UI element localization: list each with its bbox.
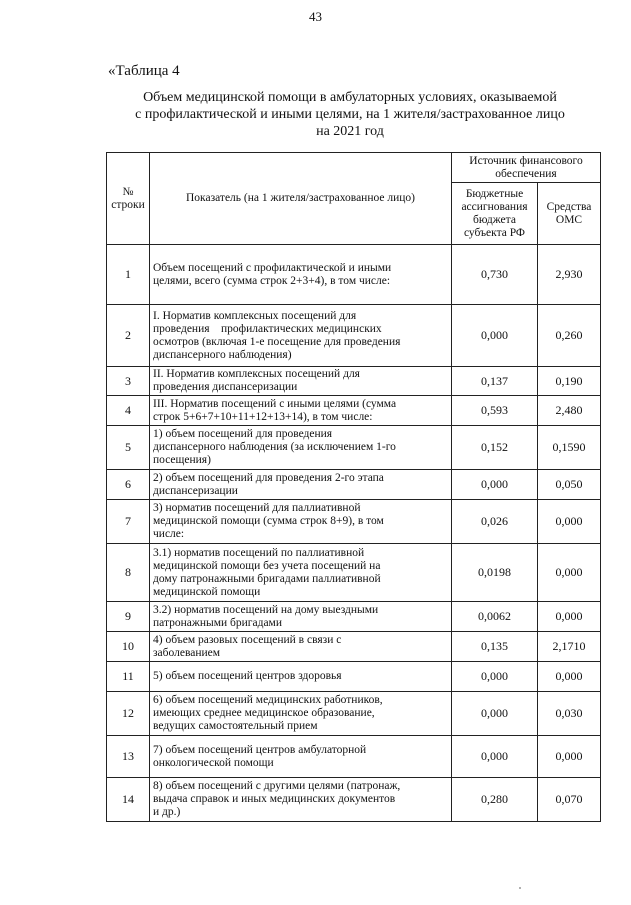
budget-value-cell: 0,0062 [452, 602, 538, 632]
indicator-line: 4) объем разовых посещений в связи с [153, 633, 342, 646]
oms-value-cell: 0,190 [538, 367, 601, 396]
indicator-line: медицинской помощи без учета посещений на [153, 559, 381, 572]
oms-value-cell: 0,000 [538, 662, 601, 692]
budget-value-cell: 0,000 [452, 470, 538, 500]
indicator-line: и др.) [153, 806, 181, 818]
indicator-cell [150, 632, 452, 662]
indicator-cell [150, 778, 452, 822]
header-row [107, 153, 601, 183]
table-title [100, 89, 600, 140]
oms-value-cell: 0,070 [538, 778, 601, 822]
indicator-line: 3) норматив посещений для паллиативной [153, 502, 361, 514]
page-number: 43 [309, 9, 322, 24]
outpatient-volume-table [106, 152, 601, 822]
row-number-cell: 13 [107, 736, 150, 778]
oms-value-cell: 0,260 [538, 305, 601, 367]
title-line: на 2021 год [316, 124, 384, 139]
oms-value-cell: 2,1710 [538, 632, 601, 662]
indicator-line: онкологической помощи [153, 756, 274, 769]
indicator-line: III. Норматив посещений с иными целями (сумма [153, 397, 397, 410]
indicator-cell [150, 500, 452, 544]
row-number-header: № строки [107, 153, 150, 245]
indicator-cell [150, 602, 452, 632]
budget-value-cell: 0,0198 [452, 544, 538, 602]
table-row [107, 470, 601, 500]
indicator-line: медицинской помощи (сумма строк 8+9), в том [153, 515, 384, 527]
indicator-cell [150, 367, 452, 396]
indicator-cell [150, 662, 452, 692]
row-number-cell: 9 [107, 602, 150, 632]
row-number-cell: 12 [107, 692, 150, 736]
table-row [107, 396, 601, 426]
indicator-line: 1) объем посещений для проведения [153, 428, 333, 440]
table-row [107, 632, 601, 662]
indicator-cell [150, 305, 452, 367]
budget-header: Бюджетные ассигнования бюджета субъекта РФ [452, 183, 538, 245]
indicator-line: диспансерного наблюдения) [153, 348, 292, 361]
indicator-cell [150, 245, 452, 305]
table-row [107, 426, 601, 470]
row-number-cell: 14 [107, 778, 150, 822]
table-row [107, 305, 601, 367]
row-number-cell: 11 [107, 662, 150, 692]
table-row [107, 544, 601, 602]
row-number-cell: 8 [107, 544, 150, 602]
indicator-cell [150, 470, 452, 500]
table-row [107, 662, 601, 692]
oms-value-cell: 0,050 [538, 470, 601, 500]
indicator-line: 3.2) норматив посещений на дому выездными [153, 603, 379, 616]
table-row [107, 692, 601, 736]
indicator-line: проведения диспансеризации [153, 381, 298, 393]
indicator-cell [150, 426, 452, 470]
oms-value-cell: 0,1590 [538, 426, 601, 470]
budget-value-cell: 0,137 [452, 367, 538, 396]
row-number-cell: 10 [107, 632, 150, 662]
indicator-line: проведения профилактических медицинских [153, 322, 382, 335]
indicator-cell [150, 736, 452, 778]
title-line: Объем медицинской помощи в амбулаторных условиях, оказываемой [143, 90, 557, 105]
oms-header: Средства ОМС [538, 183, 601, 245]
indicator-line: патронажными бригадами [153, 616, 282, 629]
title-line: с профилактической и иными целями, на 1 жителя/застрахованное лицо [135, 107, 565, 122]
indicator-cell [150, 544, 452, 602]
table-row [107, 778, 601, 822]
row-number-cell: 3 [107, 367, 150, 396]
budget-value-cell: 0,593 [452, 396, 538, 426]
indicator-line: 5) объем посещений центров здоровья [153, 670, 342, 682]
row-number-cell: 6 [107, 470, 150, 500]
row-number-cell: 5 [107, 426, 150, 470]
indicator-header: Показатель (на 1 жителя/застрахованное лицо) [150, 153, 452, 245]
indicator-line: 2) объем посещений для проведения 2-го этапа [153, 471, 384, 484]
table-row [107, 245, 601, 305]
row-number-cell: 4 [107, 396, 150, 426]
indicator-line: 6) объем посещений медицинских работников, [153, 694, 383, 706]
oms-value-cell: 0,030 [538, 692, 601, 736]
indicator-line: диспансеризации [153, 484, 238, 497]
indicator-line: посещения) [153, 454, 211, 466]
indicator-line: выдача справок и иных медицинских документов [153, 793, 396, 805]
indicator-line: II. Норматив комплексных посещений для [153, 368, 360, 380]
indicator-line: Объем посещений с профилактической и иными [153, 261, 392, 274]
row-number-cell: 2 [107, 305, 150, 367]
indicator-line: медицинской помощи [153, 585, 261, 598]
table-label: «Таблица 4 [108, 63, 180, 79]
budget-value-cell: 0,000 [452, 692, 538, 736]
indicator-cell [150, 692, 452, 736]
indicator-line: целями, всего (сумма строк 2+3+4), в том числе: [153, 274, 391, 287]
indicator-line: 3.1) норматив посещений по паллиативной [153, 546, 365, 559]
budget-value-cell: 0,026 [452, 500, 538, 544]
oms-value-cell: 0,000 [538, 602, 601, 632]
table-row [107, 367, 601, 396]
indicator-line: ведущих самостоятельный прием [153, 720, 318, 732]
indicator-line: 7) объем посещений центров амбулаторной [153, 743, 367, 756]
budget-value-cell: 0,000 [452, 736, 538, 778]
funding-source-header: Источник финансового обеспечения [452, 153, 601, 183]
oms-value-cell: 2,930 [538, 245, 601, 305]
indicator-line: I. Норматив комплексных посещений для [153, 309, 357, 322]
indicator-line: диспансерного наблюдения (за исключением 1-го [153, 441, 396, 453]
budget-value-cell: 0,135 [452, 632, 538, 662]
indicator-line: заболеванием [153, 646, 221, 659]
indicator-cell [150, 396, 452, 426]
budget-value-cell: 0,000 [452, 305, 538, 367]
budget-value-cell: 0,280 [452, 778, 538, 822]
indicator-line: числе: [153, 528, 185, 540]
table-row [107, 500, 601, 544]
indicator-line: осмотров (включая 1-е посещение для проведения [153, 335, 401, 348]
oms-value-cell: 2,480 [538, 396, 601, 426]
scan-speck [519, 887, 521, 889]
oms-value-cell: 0,000 [538, 544, 601, 602]
oms-value-cell: 0,000 [538, 736, 601, 778]
indicator-line: строк 5+6+7+10+11+12+13+14), в том числе: [153, 410, 373, 423]
row-number-cell: 1 [107, 245, 150, 305]
indicator-line: имеющих среднее медицинское образование, [153, 707, 375, 719]
row-number-cell: 7 [107, 500, 150, 544]
budget-value-cell: 0,000 [452, 662, 538, 692]
budget-value-cell: 0,730 [452, 245, 538, 305]
oms-value-cell: 0,000 [538, 500, 601, 544]
indicator-line: 8) объем посещений с другими целями (патронаж, [153, 780, 401, 792]
table-row [107, 736, 601, 778]
table-row [107, 602, 601, 632]
indicator-line: дому патронажными бригадами паллиативной [153, 572, 381, 585]
budget-value-cell: 0,152 [452, 426, 538, 470]
